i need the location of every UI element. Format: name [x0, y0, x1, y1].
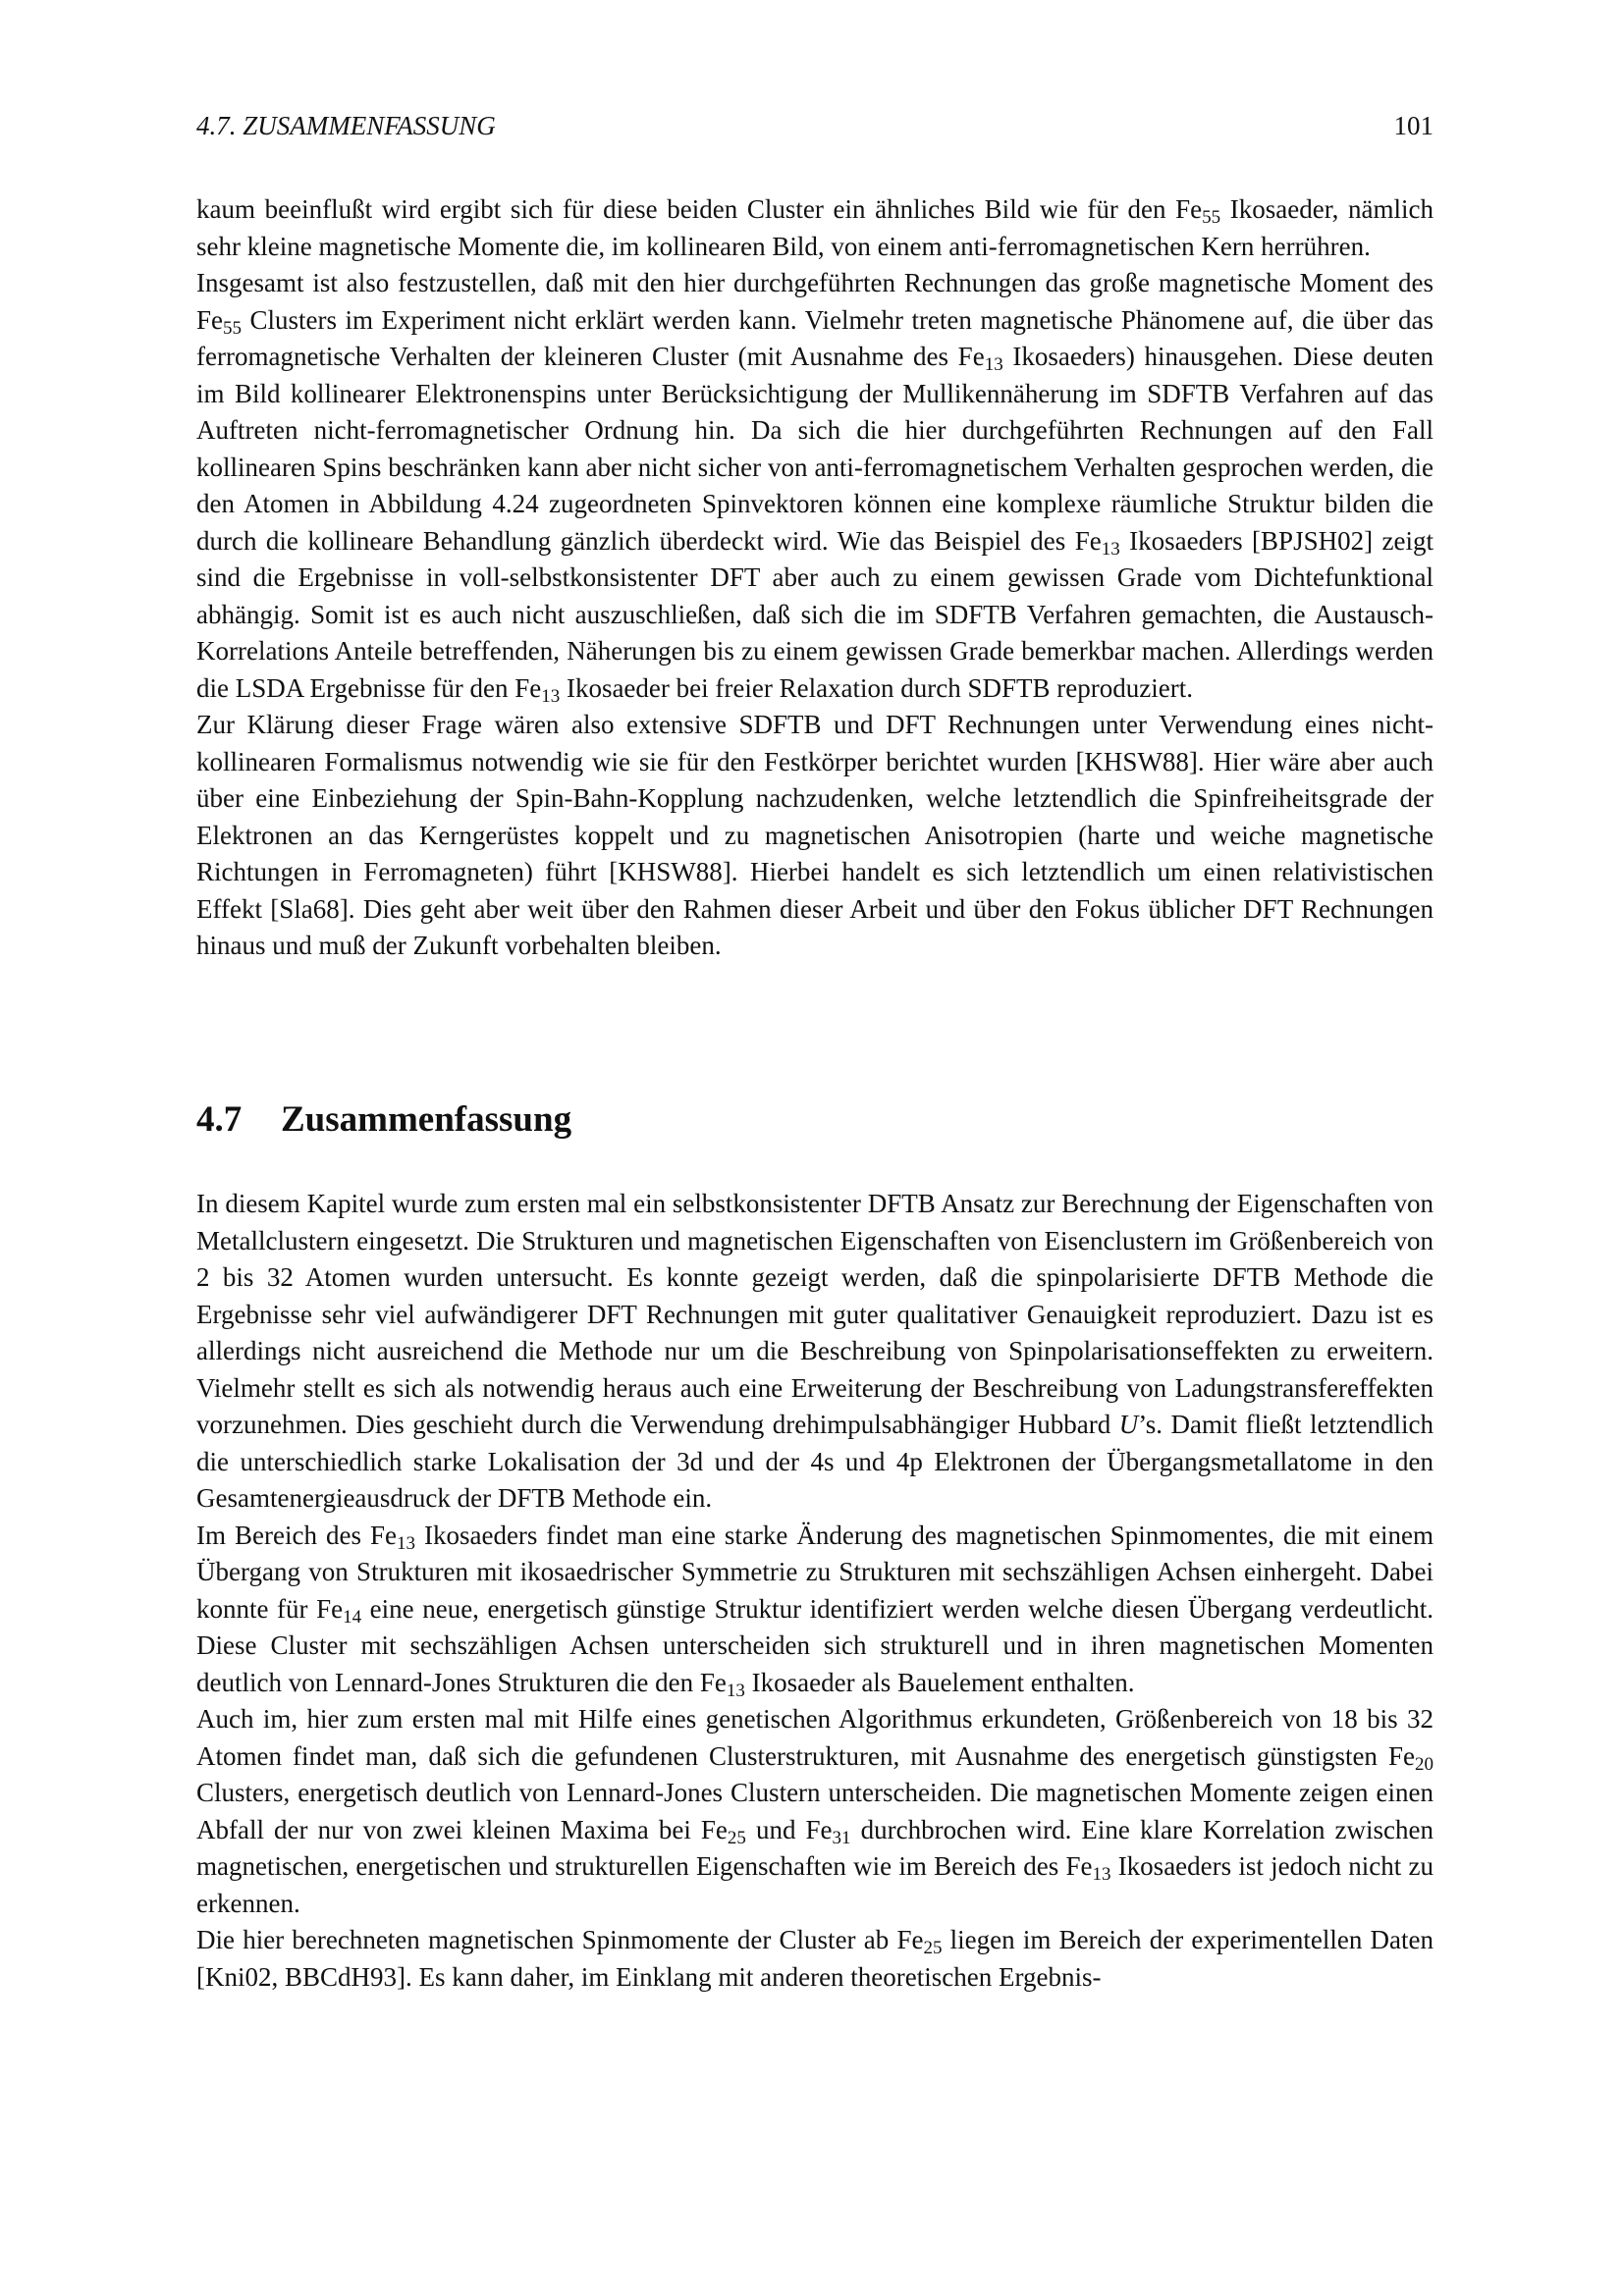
section-number: 4.7	[196, 1099, 243, 1140]
section-title: Zusammenfassung	[281, 1099, 572, 1140]
paragraph-2: Insgesamt ist also festzustellen, daß mit den hier durchgeführten Rechnungen das große magnetische Moment des $Fe_{55}$ Clusters im Experiment nicht erklärt werden kann. Vielmehr treten magnetische Phänomene auf, die über das ferromagnetische Verhalten der kleineren Cluster (mit Ausnahme des $Fe_{13}$ Ikosaeders) hinausgehen. Diese deuten im Bild kollinearer Elektronenspins unter Berücksichtigung der Mullikennäherung im SDFTB Verfahren auf das Auftreten nicht-ferromagnetischer Ordnung hin. Da sich die hier durchgeführten Rechnungen auf den Fall kollinearen Spins beschränken kann aber nicht sicher von anti-ferromagnetischem Verhalten gesprochen werden, die den Atomen in Abbildung 4.24 zugeordneten Spinvektoren können eine komplexe räumliche Struktur bilden die durch die kollineare Behandlung gänzlich überdeckt wird. Wie das Beispiel des $Fe_{13}$ Ikosaeders [BPJSH02] zeigt sind die Ergebnisse in voll-selbstkonsistenter DFT aber auch zu einem gewissen Grade vom Dichtefunktional abhängig. Somit ist es auch nicht auszuschließen, daß sich die im SDFTB Verfahren gemachten, die Austausch-Korrelations Anteile betreffenden, Näherungen bis zu einem gewissen Grade bemerkbar machen. Allerdings werden die LSDA Ergebnisse für den $Fe_{13}$ Ikosaeder bei freier Relaxation durch SDFTB reproduziert.	[196, 268, 1434, 707]
paragraph-7: Die hier berechneten magnetischen Spinmomente der Cluster ab $Fe_{25}$ liegen im Bereich der experimentellen Daten [Kni02, BBCdH93]. Es kann daher, im Einklang mit anderen theoretischen Ergebnis-	[196, 1925, 1434, 1992]
text-block-continuation	[196, 191, 1434, 965]
paragraph-1: kaum beeinflußt wird ergibt sich für diese beiden Cluster ein ähnliches Bild wie für den $Fe_{55}$ Ikosaeder, nämlich sehr kleine magnetische Momente die, im kollinearen Bild, von einem anti-ferromagnetischen Kern herrühren.	[196, 194, 1434, 261]
page-number: 101	[1393, 111, 1434, 140]
section-body	[196, 1186, 1434, 1996]
paragraph-4: In diesem Kapitel wurde zum ersten mal ein selbstkonsistenter DFTB Ansatz zur Berechnung der Eigenschaften von Metallclustern eingesetzt. Die Strukturen und magnetischen Eigenschaften von Eisenclustern im Größenbereich von 2 bis 32 Atomen wurden untersucht. Es konnte gezeigt werden, daß die spinpolarisierte DFTB Methode die Ergebnisse sehr viel aufwändigerer DFT Rechnungen mit guter qualitativer Genauigkeit reproduziert. Dazu ist es allerdings nicht ausreichend die Methode nur um die Beschreibung von Spinpolarisationseffekten zu erweitern. Vielmehr stellt es sich als notwendig heraus auch eine Erweiterung der Beschreibung von Ladungstransfereffekten vorzunehmen. Dies geschieht durch die Verwendung drehimpulsabhängiger Hubbard U’s. Damit fließt letztendlich die unterschiedlich starke Lokalisation der 3d und der 4s und 4p Elektronen der Übergangsmetallatome in den Gesamtenergieausdruck der DFTB Methode ein.	[196, 1189, 1434, 1513]
section-heading	[196, 1095, 571, 1145]
paragraph-5: Im Bereich des $Fe_{13}$ Ikosaeders findet man eine starke Änderung des magnetischen Spinmomentes, die mit einem Übergang von Strukturen mit ikosaedrischer Symmetrie zu Strukturen mit sechszähligen Achsen einhergeht. Dabei konnte für $Fe_{14}$ eine neue, energetisch günstige Struktur identifiziert werden welche diesen Übergang verdeutlicht. Diese Cluster mit sechszähligen Achsen unterscheiden sich strukturell und in ihren magnetischen Momenten deutlich von Lennard-Jones Strukturen die den $Fe_{13}$ Ikosaeder als Bauelement enthalten.	[196, 1520, 1434, 1701]
running-head: 4.7. ZUSAMMENFASSUNG	[196, 111, 496, 140]
paragraph-3: Zur Klärung dieser Frage wären also extensive SDFTB und DFT Rechnungen unter Verwendung eines nicht-kollinearen Formalismus notwendig wie sie für den Festkörper berichtet wurden [KHSW88]. Hier wäre aber auch über eine Einbeziehung der Spin-Bahn-Kopplung nachzudenken, welche letztendlich die Spinfreiheitsgrade der Elektronen an das Kerngerüstes koppelt und zu magnetischen Anisotropien (harte und weiche magnetische Richtungen in Ferromagneten) führt [KHSW88]. Hierbei handelt es sich letztendlich um einen relativistischen Effekt [Sla68]. Dies geht aber weit über den Rahmen dieser Arbeit und über den Fokus üblicher DFT Rechnungen hinaus und muß der Zukunft vorbehalten bleiben.	[196, 710, 1434, 960]
paragraph-6: Auch im, hier zum ersten mal mit Hilfe eines genetischen Algorithmus erkundeten, Größenbereich von 18 bis 32 Atomen findet man, daß sich die gefundenen Clusterstrukturen, mit Ausnahme des energetisch günstigsten $Fe_{20}$ Clusters, energetisch deutlich von Lennard-Jones Clustern unterscheiden. Die magnetischen Momente zeigen einen Abfall der nur von zwei kleinen Maxima bei $Fe_{25}$ und $Fe_{31}$ durchbrochen wird. Eine klare Korrelation zwischen magnetischen, energetischen und strukturellen Eigenschaften wie im Bereich des $Fe_{13}$ Ikosaeders ist jedoch nicht zu erkennen.	[196, 1704, 1434, 1918]
page-header	[196, 106, 1434, 145]
